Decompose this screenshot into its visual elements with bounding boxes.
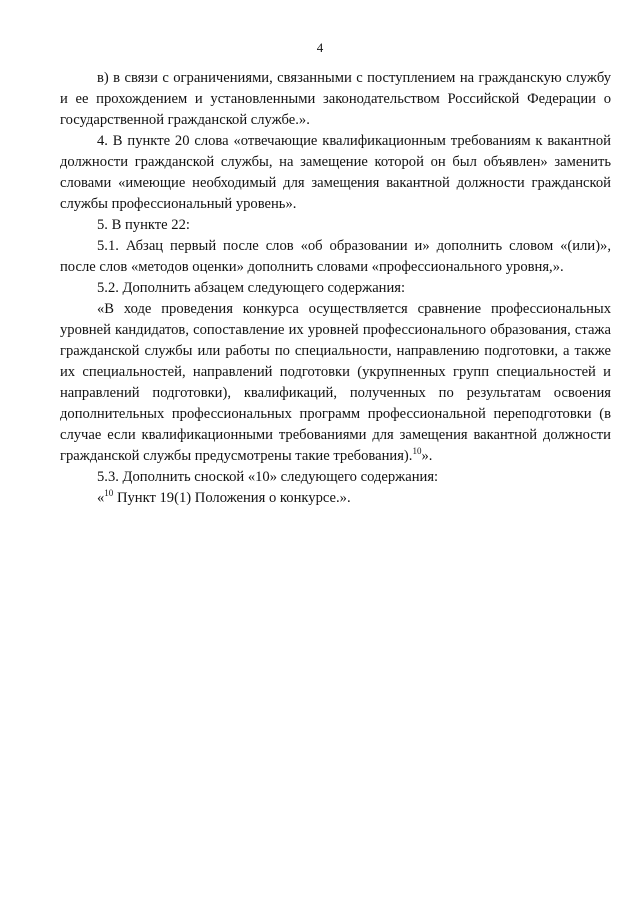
paragraph-text: 5.3. Дополнить сноской «10» следующего содержания:	[97, 469, 439, 485]
document-body	[60, 68, 611, 509]
paragraph-prefix: «	[97, 490, 105, 506]
paragraph-item-5-1	[60, 236, 611, 278]
footnote-marker: 10	[412, 446, 422, 456]
paragraph-text: 4. В пункте 20 слова «отвечающие квалификационным требованиям к вакантной должности гражданской службы, на замещение которой он был объявлен» заменить словами «имеющие необходимый для замещения вакантной должности гражданской службы профессиональный уровень».	[60, 133, 611, 212]
paragraph-text: 5. В пункте 22:	[97, 217, 190, 233]
paragraph-text: 5.1. Абзац первый после слов «об образовании и» дополнить словом «(или)», после слов «методов оценки» дополнить словами «профессионального уровня,».	[60, 238, 611, 275]
paragraph-item-5	[60, 215, 611, 236]
paragraph-text: 5.2. Дополнить абзацем следующего содержания:	[97, 280, 406, 296]
paragraph-item-5-3	[60, 467, 611, 488]
paragraph-text: Пункт 19(1) Положения о конкурсе.».	[113, 490, 351, 506]
paragraph-tail: ».	[421, 448, 433, 464]
footnote-marker: 10	[104, 488, 114, 498]
paragraph-text: в) в связи с ограничениями, связанными с поступлением на гражданскую службу и ее прохождением и установленными законодательством Российской Федерации о государственной гражданской службе.».	[60, 70, 611, 128]
paragraph-footnote-text	[60, 488, 611, 509]
page-number: 4	[316, 40, 324, 55]
paragraph-text: «В ходе проведения конкурса осуществляется сравнение профессиональных уровней кандидатов, сопоставление их уровней профессионального образования, стажа гражданской службы или работы по специальности, направлению подготовки, а также их специальностей, направлений подготовки (укрупненных групп специальностей и направлений подготовки), квалификаций, полученных по результатам освоения дополнительных профессиональных программ профессиональной переподготовки (в случае если квалификационными требованиями для замещения вакантной должности гражданской службы предусмотрены такие требования).	[60, 301, 611, 464]
paragraph-subitem-v	[60, 68, 611, 131]
paragraph-added-text	[60, 299, 611, 467]
paragraph-item-5-2	[60, 278, 611, 299]
paragraph-item-4	[60, 131, 611, 215]
